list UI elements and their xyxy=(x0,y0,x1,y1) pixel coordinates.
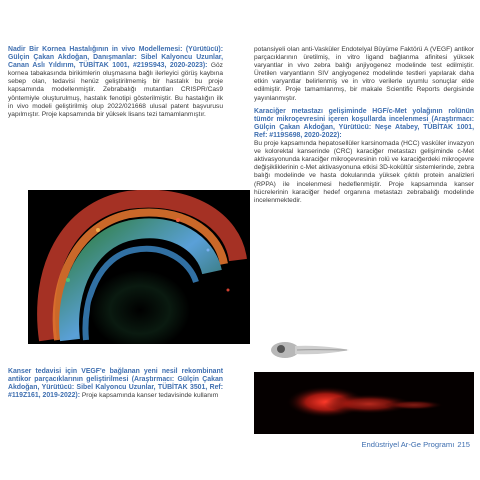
fluorescence-zebrafish-image xyxy=(254,372,474,434)
zebrafish-graphic xyxy=(265,333,351,367)
project-body-liver: Bu proje kapsamında hepatosellüler karsinomada (HCC) vasküler invazyon ve kolorektal kanserinde (CRC) karaciğer metastazı gelişiminde c-Met aktivasyonunda karaciğer mikroçevresinin rolü ve karaciğerdeki mikroçevre değişikliklerinin c-Met aktivasyonuna etkisi 3D-kokültür sistemlerinde, zebra balığı modelinde ve hasta dokularında yüksek çıktılı protein analizleri (RPPA) ile incelenmesi hedeflenmiştir. Proje kapsamında kanser hücrelerinin karaciğer hedef organına metastazı zebrabalığı modelinde incelenmektedir. xyxy=(254,140,474,204)
page-number: 215 xyxy=(457,440,470,449)
project-body-vegf-continued: potansiyeli olan anti-Vasküler Endotelyal Büyüme Faktörü A (VEGF) antikor parçacıklarının üretilmiş, in vitro ligand bağlanma afinitesi yüksek varyantlar in vivo zebra balığı anjiyogenez modelinde test edilmiştir. Üretilen varyantların SIV angiyogenez modelinde testleri yapılarak daha etkin varyantlar belirlenmiş ve in vitro verilerle uyumlu sonuçlar elde edilmiştir. Proje tamamlanmış, bir makale Scientific Reports dergisinde yayınlanmıştır. xyxy=(254,46,474,102)
right-column xyxy=(254,46,474,205)
project-body-vegf-start: Proje kapsamında kanser tedavisinde kullanım xyxy=(81,392,219,400)
project-block-vegf xyxy=(8,368,223,400)
page-footer xyxy=(361,440,470,449)
project-body-cornea: Göz kornea tabakasında birikimlerin oluşmasına bağlı ilerleyici görüş kaybına sebep olan, tedavisi henüz geliştirilmemiş bir hastalık bu proje kapsamında modellenmiştir. Zebrabalığı mutantları CRISPR/Cas9 yöntemiyle oluşturulmuş, hastalık fenotipi gösterilmiştir. Bu hastalığın ilk in vivo modeli geliştirilmiş olup 2022/021668 ulusal patent başvurusu yapılmıştır. Proje kapsamında bir yüksek lisans tezi tamamlanmıştır. xyxy=(8,62,223,118)
retina-microscopy-image xyxy=(28,190,250,344)
fluorescence-graphic xyxy=(254,372,474,434)
project-heading-vegf: Kanser tedavisi için VEGF'e bağlanan yeni nesil rekombinant antikor parçacıklarının geliştirilmesi (Araştırmacı: Gülçin Çakan Akdoğan, Yürütücü: Sibel Kalyoncu Uzunlar, TÜBİTAK 3501, Ref: #119Z161, 2019-2022): xyxy=(8,368,223,400)
project-heading-liver: Karaciğer metastazı gelişiminde HGF/c-Met yolağının rolünün tümör mikroçevresini içeren koşullarda incelenmesi (Araştırmacı: Gülçin Çakan Akdoğan, Yürütücü: Neşe Atabey, TÜBİTAK 1001, Ref: #119S698, 2020-2022): xyxy=(254,107,474,139)
footer-program-label: Endüstriyel Ar-Ge Programı xyxy=(361,440,455,449)
project-heading-cornea: Nadir Bir Kornea Hastalığının in vivo Modellemesi: (Yürütücü): Gülçin Çakan Akdoğan, Danışmanlar: Sibel Kalyoncu Uzunlar, Canan Aslı Yıldırım, TÜBİTAK 1001, #219S943, 2020-2023): xyxy=(8,46,223,70)
zebrafish-brightfield-image xyxy=(265,333,351,367)
retina-image-graphic xyxy=(28,190,250,344)
left-column xyxy=(8,46,223,119)
project-block-liver xyxy=(254,108,474,205)
project-block-vegf-continued xyxy=(254,46,474,103)
project-block-cornea xyxy=(8,46,223,119)
